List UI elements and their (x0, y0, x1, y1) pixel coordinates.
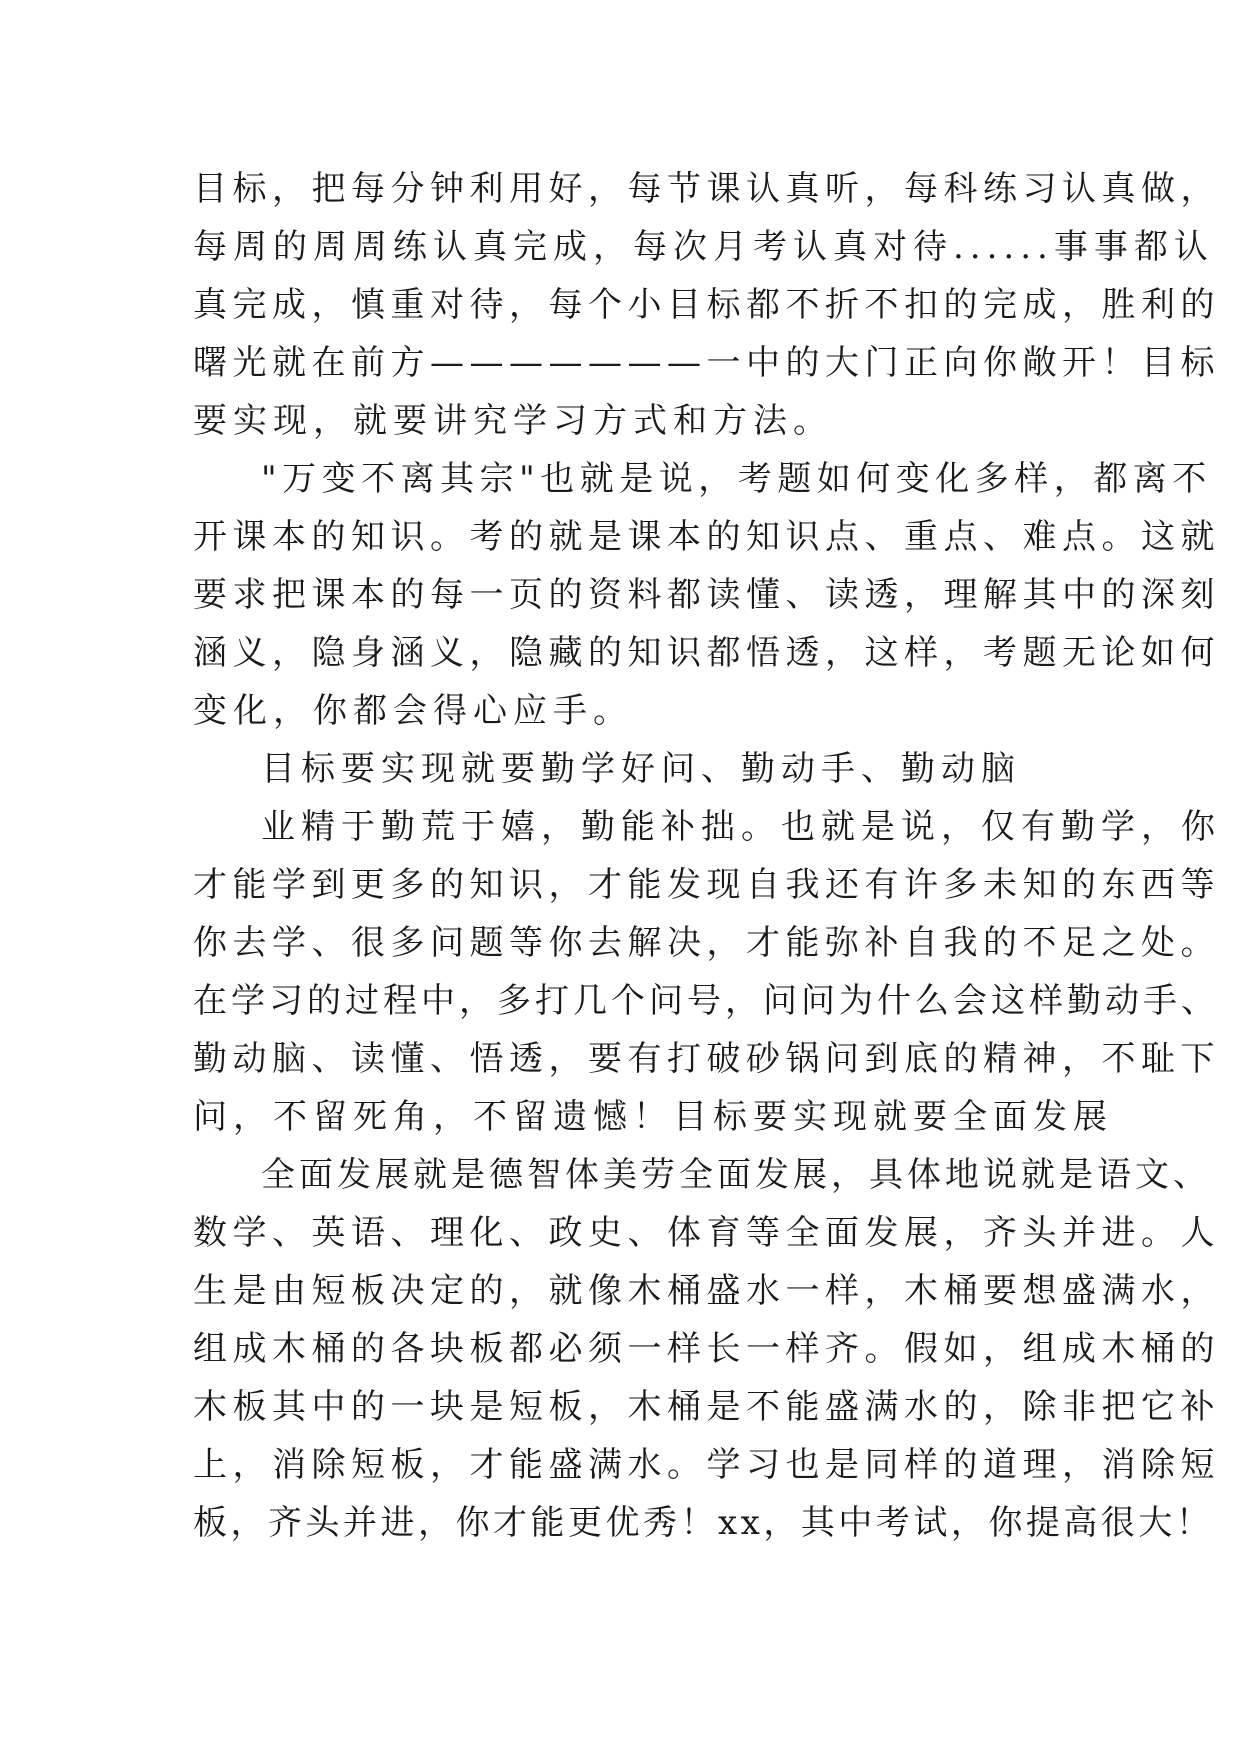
text-line: 数学、英语、理化、政史、体育等全面发展，齐头并进。人 (193, 1213, 1220, 1253)
text-line: 全面发展就是德智体美劳全面发展，具体地说就是语文、 (261, 1155, 1211, 1195)
text-line: 真完成，慎重对待，每个小目标都不折不扣的完成，胜利的 (193, 285, 1220, 325)
text-line: 曙光就在前方———————一中的大门正向你敞开！目标 (193, 343, 1220, 383)
text-line: 生是由短板决定的，就像木桶盛水一样，木桶要想盛满水， (193, 1271, 1220, 1311)
text-line: 目标，把每分钟利用好，每节课认真听，每科练习认真做， (193, 169, 1220, 209)
text-line: 在学习的过程中，多打几个问号，问问为什么会这样勤动手、 (193, 981, 1219, 1021)
text-line: 每周的周周练认真完成，每次月考认真对待......事事都认 (193, 227, 1214, 267)
text-line: 上，消除短板，才能盛满水。学习也是同样的道理，消除短 (193, 1445, 1220, 1485)
text-line: 变化，你都会得心应手。 (193, 691, 633, 731)
text-line: 才能学到更多的知识，才能发现自我还有许多未知的东西等 (193, 865, 1220, 905)
text-line: 业精于勤荒于嬉，勤能补拙。也就是说，仅有勤学，你 (261, 807, 1221, 847)
text-line: 组成木桶的各块板都必须一样长一样齐。假如，组成木桶的 (193, 1329, 1220, 1369)
text-line: 你去学、很多问题等你去解决，才能弥补自我的不足之处。 (193, 923, 1220, 963)
text-line: 涵义，隐身涵义，隐藏的知识都悟透，这样，考题无论如何 (193, 633, 1220, 673)
body-text (193, 160, 1221, 1552)
text-line: 木板其中的一块是短板，木桶是不能盛满水的，除非把它补 (193, 1387, 1220, 1427)
text-line: 目标要实现就要勤学好问、勤动手、勤动脑 (261, 749, 1021, 789)
text-line: 板，齐头并进，你才能更优秀！xx，其中考试，你提高很大！ (193, 1503, 1214, 1543)
text-line: "万变不离其宗"也就是说，考题如何变化多样，都离不 (261, 459, 1212, 499)
text-line: 问，不留死角，不留遗憾！目标要实现就要全面发展 (193, 1097, 1113, 1137)
text-line: 开课本的知识。考的就是课本的知识点、重点、难点。这就 (193, 517, 1220, 557)
text-line: 要实现，就要讲究学习方式和方法。 (193, 401, 833, 441)
text-line: 要求把课本的每一页的资料都读懂、读透，理解其中的深刻 (193, 575, 1220, 615)
text-line: 勤动脑、读懂、悟透，要有打破砂锅问到底的精神，不耻下 (193, 1039, 1220, 1079)
